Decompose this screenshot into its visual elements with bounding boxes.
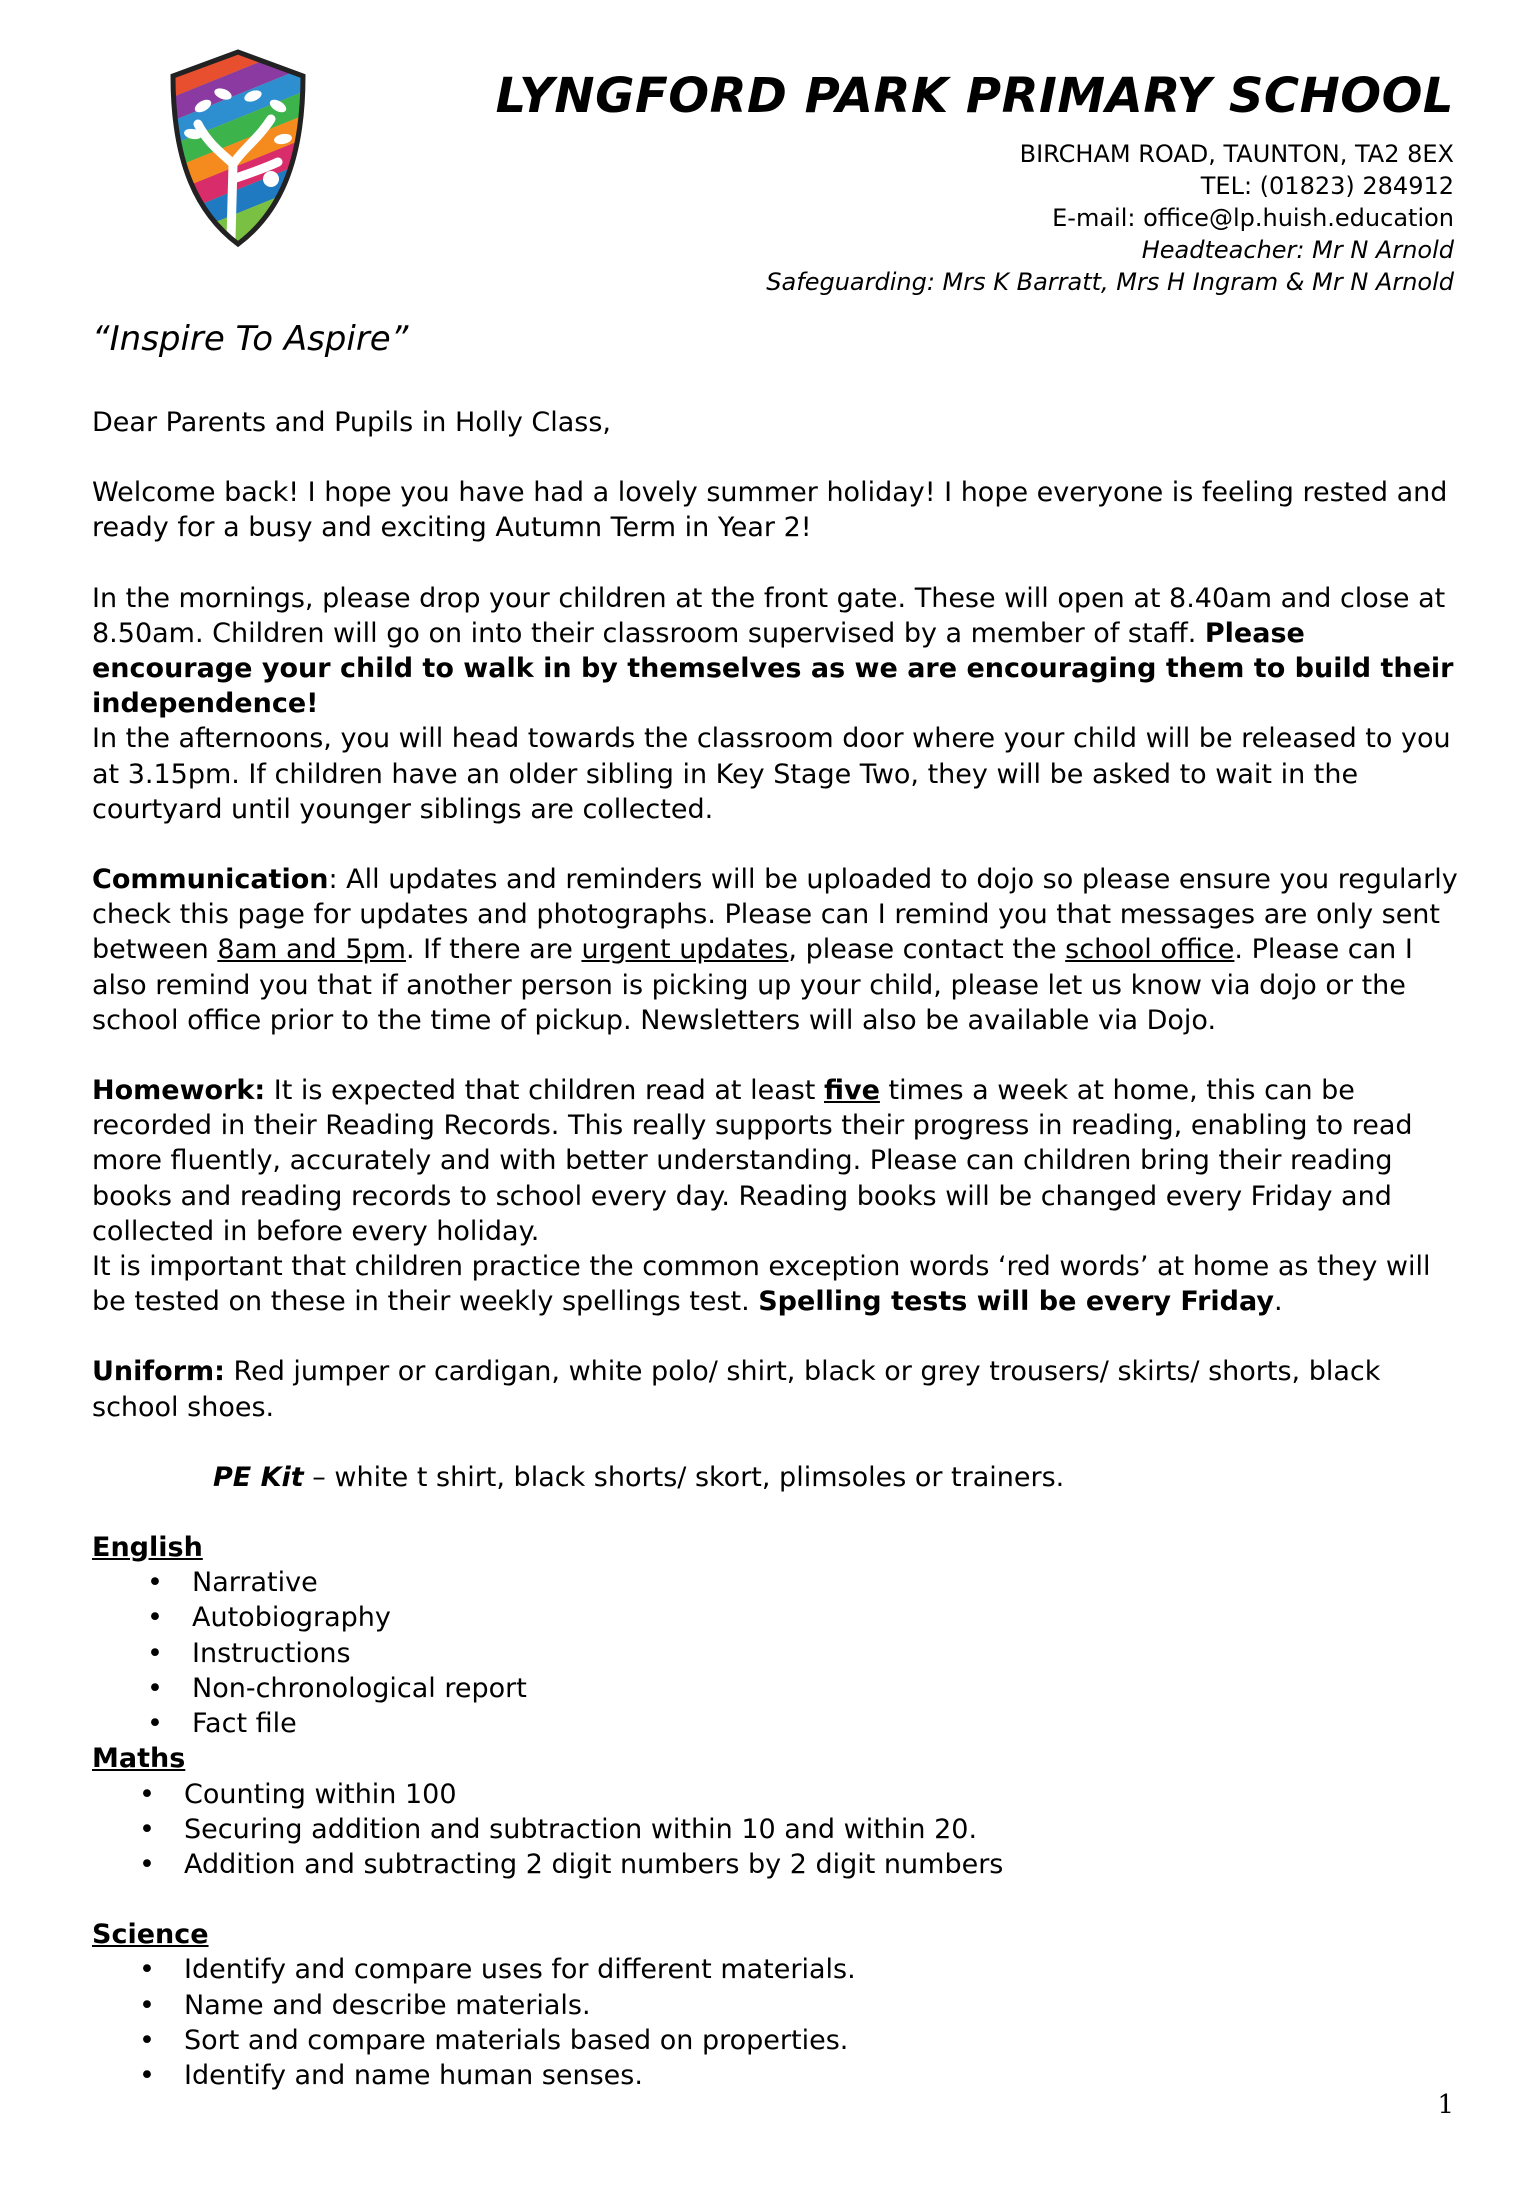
headteacher: Headteacher: Mr N Arnold bbox=[1141, 236, 1454, 264]
homework-text: times a week at home, this can be recorded in their Reading Records. This really supports their progress in reading, enabling to read more fluently, accurately and with better understanding. Please can children bring their reading books and reading records to school every day. Reading books will be changed every Friday and collected in before every holiday. bbox=[92, 1075, 1413, 1247]
list-item: • Counting within 100 bbox=[92, 1777, 1462, 1812]
list-item: • Identify and name human senses. bbox=[92, 2058, 1462, 2093]
list-item: • Identify and compare uses for different materials. bbox=[92, 1952, 1462, 1987]
communication-label: Communication bbox=[92, 864, 329, 896]
school-header bbox=[495, 68, 1454, 298]
school-telephone: TEL: (01823) 284912 bbox=[1200, 172, 1454, 200]
homework-paragraph bbox=[92, 1073, 1462, 1319]
maths-list bbox=[92, 1777, 1462, 1883]
school-motto: “Inspire To Aspire” bbox=[92, 319, 409, 359]
list-item: • Narrative bbox=[92, 1565, 1462, 1600]
communication-text: . Please can I also remind you that if another person is picking up your child, please let us know via dojo or the school office prior to the time of pickup. Newsletters will also be available via Dojo. bbox=[92, 934, 1413, 1036]
list-item: • Fact file bbox=[92, 1706, 1462, 1741]
spelling-test-note: Spelling tests will be every Friday bbox=[758, 1286, 1274, 1318]
uniform-paragraph bbox=[92, 1354, 1462, 1424]
page-number: 1 bbox=[1437, 2090, 1454, 2120]
list-item: • Addition and subtracting 2 digit numbers by 2 digit numbers bbox=[92, 1847, 1462, 1882]
communication-text: . If there are bbox=[405, 934, 582, 966]
homework-text: . bbox=[1274, 1286, 1283, 1318]
drop-off-paragraph bbox=[92, 581, 1462, 827]
homework-label: Homework: bbox=[92, 1075, 266, 1107]
pick-up-text: In the afternoons, you will head towards the classroom door where your child will be released to you at 3.15pm. If children have an older sibling in Key Stage Two, they will be asked to wait in the courtyard until younger siblings are collected. bbox=[92, 723, 1451, 825]
english-heading: English bbox=[92, 1532, 203, 1564]
pe-kit-text: – white t shirt, black shorts/ skort, plimsoles or trainers. bbox=[303, 1461, 1065, 1493]
letter-body bbox=[92, 405, 1462, 2093]
message-hours: 8am and 5pm bbox=[217, 934, 406, 966]
pe-kit-paragraph bbox=[92, 1460, 1462, 1495]
greeting: Dear Parents and Pupils in Holly Class, bbox=[92, 407, 611, 438]
communication-text: : All updates and reminders will be uploaded to dojo so please ensure you regularly check this page for updates and photographs. Please can I remind you that messages are only sent between bbox=[92, 864, 1458, 966]
list-item: • Securing addition and subtraction within 10 and within 20. bbox=[92, 1812, 1462, 1847]
maths-heading: Maths bbox=[92, 1743, 186, 1775]
independence-note: Please encourage your child to walk in by themselves as we are encouraging them to build their independence! bbox=[92, 617, 1454, 720]
pe-kit-label: PE Kit bbox=[213, 1461, 304, 1493]
welcome-paragraph: Welcome back! I hope you have had a lovely summer holiday! I hope everyone is feeling rested and ready for a busy and exciting Autumn Term in Year 2! bbox=[92, 477, 1448, 544]
safeguarding-leads: Safeguarding: Mrs K Barratt, Mrs H Ingram & Mr N Arnold bbox=[766, 268, 1454, 296]
homework-text: It is expected that children read at least bbox=[265, 1075, 824, 1107]
urgent-updates: urgent updates bbox=[581, 934, 789, 966]
drop-off-text: In the mornings, please drop your children at the front gate. These will open at 8.40am and close at 8.50am. Children will go on into their classroom supervised by a member of staff. bbox=[92, 582, 1446, 649]
list-item: • Sort and compare materials based on properties. bbox=[92, 2023, 1462, 2058]
red-words-text: It is important that children practice the common exception words ‘red words’ at home as they will be tested on these in their weekly spellings test. bbox=[92, 1251, 1431, 1318]
science-list bbox=[92, 1952, 1462, 2093]
list-item: • Non-chronological report bbox=[92, 1671, 1462, 1706]
school-address: BIRCHAM ROAD, TAUNTON, TA2 8EX bbox=[1019, 140, 1454, 168]
english-list bbox=[92, 1565, 1462, 1741]
list-item: • Autobiography bbox=[92, 1600, 1462, 1635]
list-item: • Instructions bbox=[92, 1636, 1462, 1671]
communication-text: , please contact the bbox=[788, 934, 1066, 966]
reading-frequency: five bbox=[823, 1075, 880, 1107]
school-office: school office bbox=[1065, 934, 1235, 966]
uniform-label: Uniform: bbox=[92, 1356, 225, 1388]
school-name: LYNGFORD PARK PRIMARY SCHOOL bbox=[495, 68, 1454, 124]
school-email: E-mail: office@lp.huish.education bbox=[1052, 204, 1454, 232]
communication-paragraph bbox=[92, 862, 1462, 1038]
list-item: • Name and describe materials. bbox=[92, 1988, 1462, 2023]
school-crest-logo bbox=[153, 44, 323, 254]
uniform-text: Red jumper or cardigan, white polo/ shirt, black or grey trousers/ skirts/ shorts, black school shoes. bbox=[92, 1356, 1381, 1423]
science-heading: Science bbox=[92, 1919, 209, 1951]
